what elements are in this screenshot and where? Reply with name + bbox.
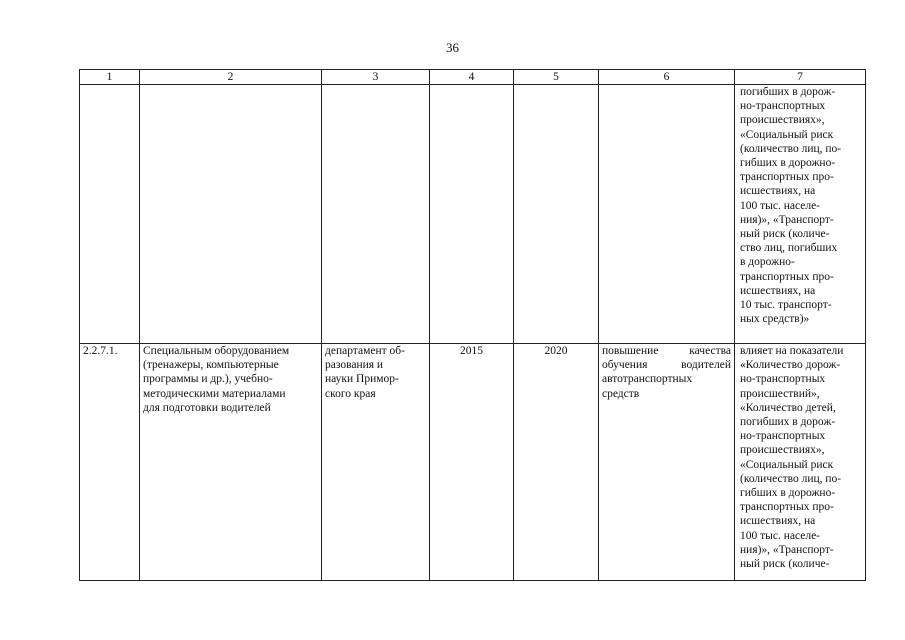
indicator-cell: погибших в дорож- но-транспортных происшествиях», «Социальный риск (количество лиц, по- гибших в дорожно- транспортных про- исшествиях, на 100 тыс. населе- ния)», «Транспорт- ный риск (количе- ство лиц, погибших в дорожно- транспортных про- исшествиях, на 10 тыс. транспорт- ных средств)» <box>735 85 866 344</box>
result-word: обучения <box>602 359 648 372</box>
end-year-cell: 2020 <box>514 344 599 581</box>
expected-result-cell <box>599 344 735 581</box>
column-header-3: 3 <box>322 70 430 85</box>
page-number: 36 <box>446 40 459 55</box>
document-table <box>79 69 866 581</box>
result-word: качества <box>689 345 731 357</box>
table-cell <box>322 85 430 344</box>
result-word: повышение <box>602 345 659 357</box>
responsible-executor-cell: департамент об- разования и науки Примор- ского края <box>322 344 430 581</box>
table-cell <box>80 85 140 344</box>
table-cell <box>430 85 514 344</box>
column-header-7: 7 <box>735 70 866 85</box>
result-text: автотранспортных средств <box>602 373 693 400</box>
result-line <box>602 358 731 372</box>
table-row <box>80 344 866 581</box>
table-cell <box>140 85 322 344</box>
column-header-1: 1 <box>80 70 140 85</box>
result-word: водителей <box>681 359 731 372</box>
table-cell <box>514 85 599 344</box>
column-header-4: 4 <box>430 70 514 85</box>
table-row <box>80 85 866 344</box>
column-header-2: 2 <box>140 70 322 85</box>
column-header-5: 5 <box>514 70 599 85</box>
start-year-cell: 2015 <box>430 344 514 581</box>
column-header-6: 6 <box>599 70 735 85</box>
result-line <box>602 344 731 358</box>
table-header-row <box>80 70 866 85</box>
table-cell <box>599 85 735 344</box>
measure-description-cell: Специальным оборудованием (тренажеры, компьютерные программы и др.), учебно- методическими материалами для подготовки водителей <box>140 344 322 581</box>
item-number-cell: 2.2.7.1. <box>80 344 140 581</box>
indicator-cell: влияет на показатели «Количество дорож- но-транспортных происшествий», «Количество детей, погибших в дорож- но-транспортных происшествиях», «Социальный риск (количество лиц, по- гибших в дорожно- транспортных про- исшествиях, на 100 тыс. населе- ния)», «Транспорт- ный риск (количе- <box>735 344 866 581</box>
